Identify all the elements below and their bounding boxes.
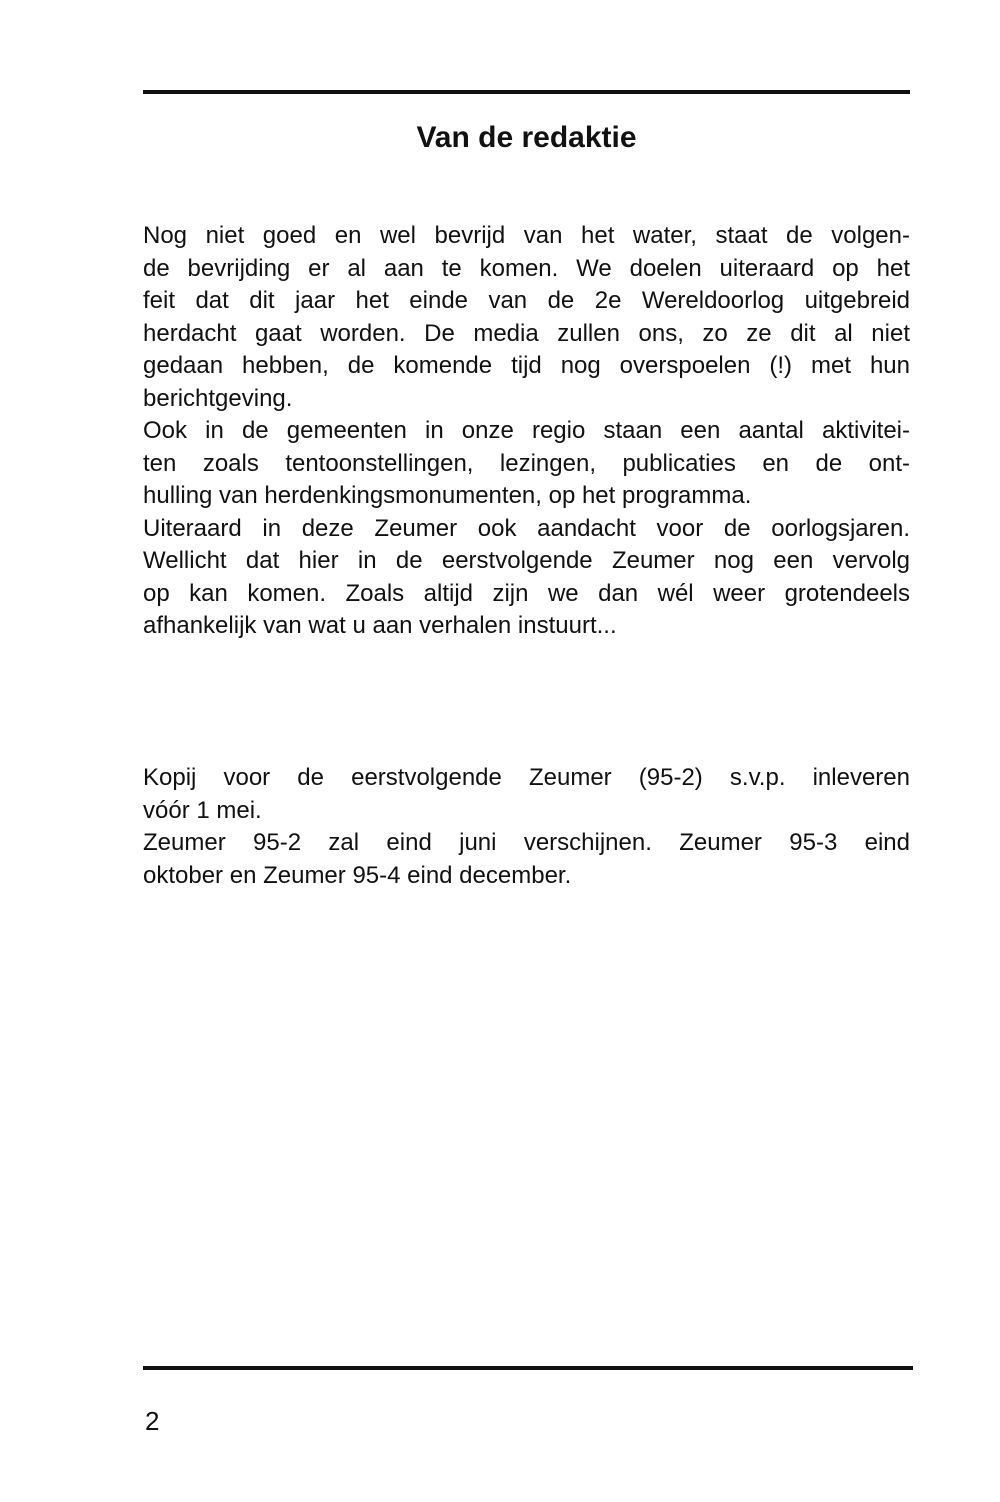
text-line: vóór 1 mei. [143, 796, 262, 824]
text-line: de bevrijding er al aan te komen. We doelen uiteraard op het [143, 254, 910, 282]
text-line: ten zoals tentoonstellingen, lezingen, publicaties en de ont- [143, 449, 910, 477]
text-line: berichtgeving. [143, 384, 293, 412]
text-line: Nog niet goed en wel bevrijd van het water, staat de volgen- [143, 222, 910, 249]
text-line: oktober en Zeumer 95-4 eind december. [143, 861, 572, 889]
text-line: Ook in de gemeenten in onze regio staan een aantal aktivitei- [143, 417, 910, 444]
page-title: Van de redaktie [416, 121, 637, 154]
text-line: afhankelijk van wat u aan verhalen instuurt... [143, 612, 617, 639]
text-line: herdacht gaat worden. De media zullen ons, zo ze dit al niet [143, 319, 910, 347]
text-line: hulling van herdenkingsmonumenten, op het programma. [143, 482, 752, 509]
intro-paragraph [143, 220, 910, 643]
text-line: Zeumer 95-2 zal eind juni verschijnen. Zeumer 95-3 eind [143, 829, 910, 856]
page-number: 2 [145, 1406, 160, 1436]
text-line: gedaan hebben, de komende tijd nog overspoelen (!) met hun [143, 352, 910, 379]
text-line: Kopij voor de eerstvolgende Zeumer (95-2) s.v.p. inleveren [143, 764, 910, 791]
text-line: Wellicht dat hier in de eerstvolgende Zeumer nog een vervolg [143, 547, 910, 574]
bottom-divider [143, 1366, 913, 1370]
notice-paragraph [143, 762, 910, 892]
text-line: feit dat dit jaar het einde van de 2e Wereldoorlog uitgebreid [143, 287, 910, 314]
text-line: op kan komen. Zoals altijd zijn we dan wél weer grotendeels [143, 579, 910, 607]
text-line: Uiteraard in deze Zeumer ook aandacht voor de oorlogsjaren. [143, 514, 910, 542]
top-divider [143, 90, 910, 94]
